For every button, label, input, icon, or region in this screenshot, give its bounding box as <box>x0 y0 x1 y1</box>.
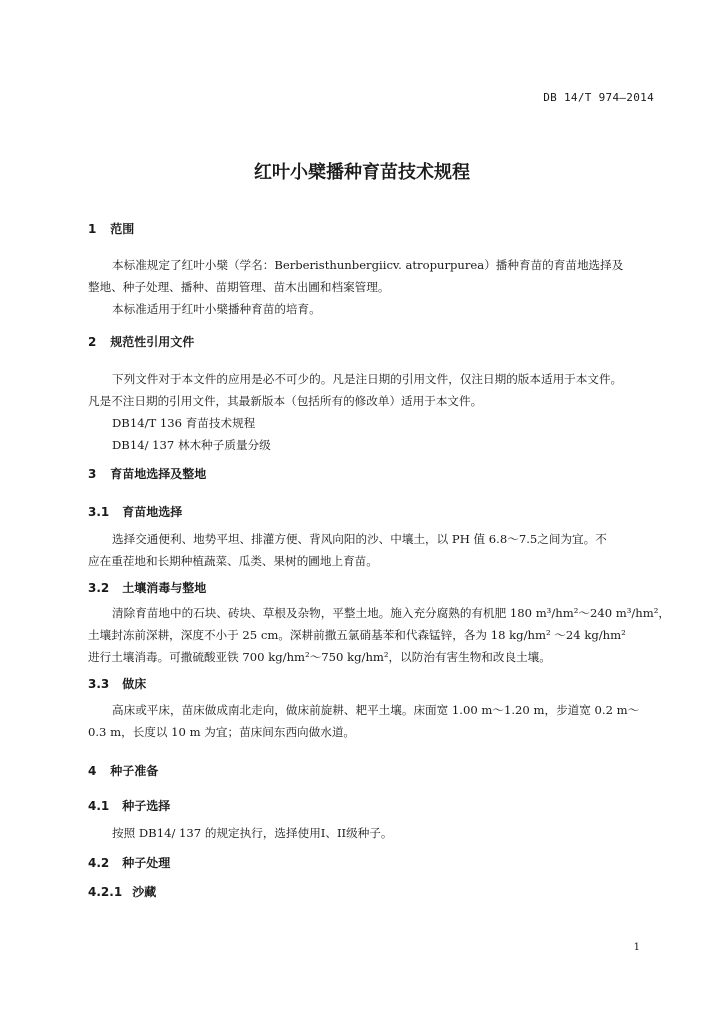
text-line: 应在重茬地和长期种植蔬菜、瓜类、果树的圃地上育苗。 <box>88 554 378 568</box>
standard-code: DB 14/T 974—2014 <box>543 91 654 104</box>
section-title: 范围 <box>110 222 135 236</box>
text-line: 下列文件对于本文件的应用是必不可少的。凡是注日期的引用文件，仅注日期的版本适用于本文件。 <box>112 372 623 386</box>
text-line: 按照 DB14/ 137 的规定执行，选择使用I、II级种子。 <box>112 826 393 840</box>
section-title: 育苗地选择 <box>122 505 183 519</box>
text-line: 0.3 m，长度以 10 m 为宜；苗床间东西向做水道。 <box>88 725 356 739</box>
section-3-2-paragraph <box>88 602 671 668</box>
section-number: 4.2.1 <box>88 885 123 899</box>
section-4-2-1-heading <box>88 883 156 900</box>
section-number: 1 <box>88 222 97 236</box>
section-1-heading <box>88 220 134 237</box>
section-title: 育苗地选择及整地 <box>110 467 207 481</box>
text-line: 选择交通便利、地势平坦、排灌方便、背风向阳的沙、中壤土，以 PH 值 6.8～7.5之间为宜。不 <box>112 532 607 546</box>
section-4-1-paragraph <box>88 822 658 844</box>
section-number: 4 <box>88 764 97 778</box>
section-number: 2 <box>88 335 97 349</box>
text-line: 整地、种子处理、播种、苗期管理、苗木出圃和档案管理。 <box>88 280 390 294</box>
section-number: 3 <box>88 467 97 481</box>
text-line: 凡是不注日期的引用文件，其最新版本（包括所有的修改单）适用于本文件。 <box>88 394 483 408</box>
reference-item: DB14/T 136 育苗技术规程 <box>112 416 256 430</box>
section-title: 种子准备 <box>110 764 159 778</box>
text-line: 高床或平床，苗床做成南北走向，做床前旋耕、耙平土壤。床面宽 1.00 m～1.20 m，步道宽 0.2 m～ <box>112 703 640 717</box>
section-number: 3.1 <box>88 505 110 519</box>
text-line: 本标准规定了红叶小檗（学名：Berberisthunbergiicv. atropurpurea）播种育苗的育苗地选择及 <box>112 258 624 272</box>
section-title: 种子处理 <box>122 856 171 870</box>
text-line: 进行土壤消毒。可撒硫酸亚铁 700 kg/hm²～750 kg/hm²，以防治有害生物和改良土壤。 <box>88 650 551 664</box>
text-line: 清除育苗地中的石块、砖块、草根及杂物，平整土地。施入充分腐熟的有机肥 180 m³/hm²～240 m³/hm²， <box>112 606 671 620</box>
section-number: 4.2 <box>88 856 110 870</box>
section-title: 规范性引用文件 <box>110 335 195 349</box>
section-number: 4.1 <box>88 799 110 813</box>
section-title: 种子选择 <box>122 799 171 813</box>
section-4-1-heading <box>88 797 170 814</box>
text-line: 本标准适用于红叶小檗播种育苗的培育。 <box>112 302 321 316</box>
section-1-paragraph <box>88 254 658 320</box>
page-number: 1 <box>633 942 640 953</box>
section-4-heading <box>88 762 158 779</box>
section-2-paragraph <box>88 368 658 456</box>
section-title: 沙藏 <box>132 885 157 899</box>
section-4-2-heading <box>88 854 170 871</box>
section-title: 土壤消毒与整地 <box>122 581 207 595</box>
section-number: 3.3 <box>88 677 110 691</box>
section-3-1-heading <box>88 503 182 520</box>
section-number: 3.2 <box>88 581 110 595</box>
text-line: 土壤封冻前深耕，深度不小于 25 cm。深耕前撒五氯硝基苯和代森锰锌，各为 18 kg/hm² ～24 kg/hm² <box>88 628 626 642</box>
document-title: 红叶小檗播种育苗技术规程 <box>254 162 470 183</box>
section-3-heading <box>88 465 206 482</box>
reference-item: DB14/ 137 林木种子质量分级 <box>112 438 271 452</box>
section-2-heading <box>88 333 194 350</box>
section-3-3-heading <box>88 675 146 692</box>
section-3-3-paragraph <box>88 699 658 743</box>
section-3-2-heading <box>88 579 206 596</box>
section-3-1-paragraph <box>88 528 658 572</box>
section-title: 做床 <box>122 677 147 691</box>
